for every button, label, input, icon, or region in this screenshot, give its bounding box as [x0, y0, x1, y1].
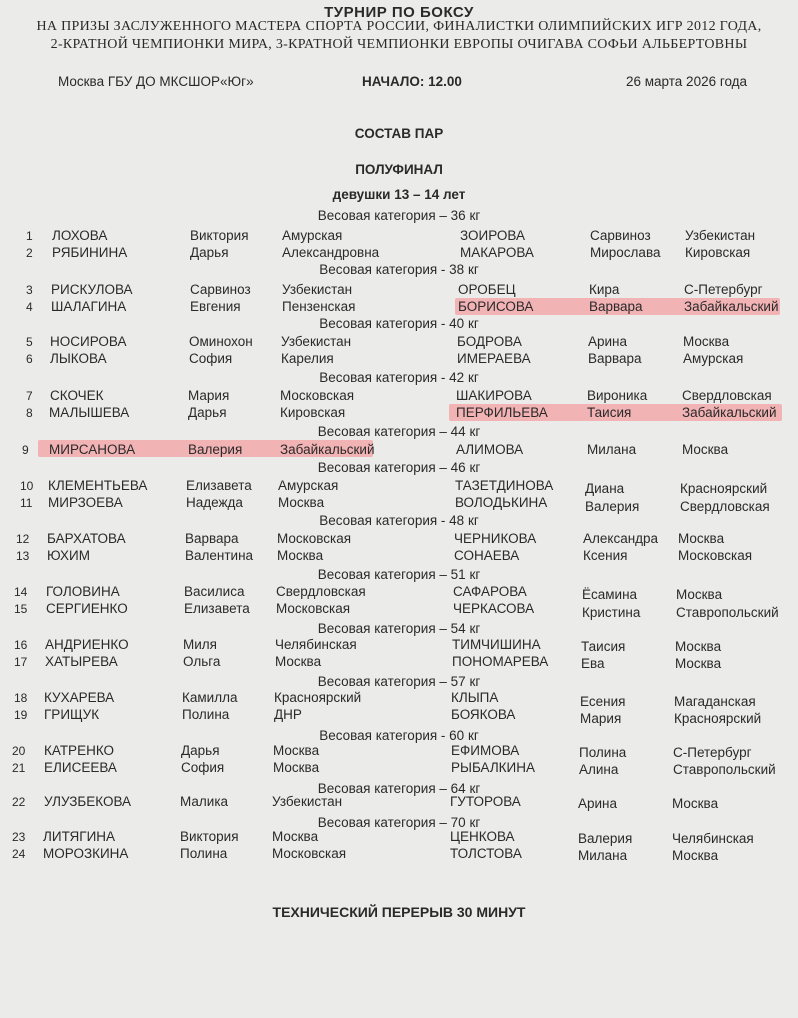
opponent-region: Магаданская — [674, 694, 756, 709]
pair-number: 23 — [12, 830, 26, 844]
pair-row — [0, 442, 798, 460]
age-group: девушки 13 – 14 лет — [332, 187, 466, 202]
pair-row — [0, 531, 798, 549]
boxer-first-name: Миля — [183, 637, 217, 652]
boxer-last-name: ГОЛОВИНА — [46, 584, 120, 599]
venue: Москва ГБУ ДО МКСШОР«Юг» — [58, 74, 254, 89]
boxer-last-name: ШАЛАГИНА — [51, 299, 127, 314]
opponent-region: Ставропольский — [673, 762, 776, 777]
boxer-last-name: КЛЕМЕНТЬЕВА — [48, 478, 148, 493]
boxer-first-name: Елизавета — [184, 601, 250, 616]
pair-row — [0, 228, 798, 246]
boxer-first-name: Ольга — [183, 654, 221, 669]
boxer-region: Кировская — [280, 405, 346, 420]
boxer-region: Карелия — [281, 351, 334, 366]
boxer-last-name: НОСИРОВА — [50, 334, 127, 349]
boxer-region: Москва — [272, 829, 319, 844]
boxer-region: Узбекистан — [272, 794, 343, 809]
opponent-last-name: ЧЕРКАСОВА — [453, 601, 535, 616]
opponent-first-name: Варвара — [589, 299, 643, 314]
opponent-region: Амурская — [683, 351, 744, 366]
boxer-first-name: София — [181, 760, 225, 775]
boxer-last-name: ГРИЩУК — [44, 707, 100, 722]
opponent-first-name: Ксения — [583, 548, 628, 563]
boxer-last-name: МИРСАНОВА — [49, 442, 136, 457]
opponent-region: Москва — [683, 334, 730, 349]
opponent-last-name: ТИМЧИШИНА — [452, 637, 541, 652]
opponent-first-name: Мария — [580, 711, 622, 726]
boxer-last-name: МИРЗОЕВА — [48, 495, 123, 510]
opponent-last-name: ГУТОРОВА — [450, 794, 521, 809]
weight-category: Весовая категория – 44 кг — [317, 424, 481, 439]
weight-category: Весовая категория - 40 кг — [319, 316, 479, 331]
pair-row — [0, 637, 798, 655]
boxer-region: Забайкальский — [280, 442, 375, 457]
boxer-last-name: ЛИТЯГИНА — [43, 829, 116, 844]
opponent-last-name: ОРОБЕЦ — [458, 282, 516, 297]
boxer-last-name: ЛЫКОВА — [50, 351, 107, 366]
pair-number: 5 — [26, 335, 33, 349]
pair-row — [0, 690, 798, 708]
pair-row — [0, 495, 798, 513]
pair-number: 20 — [12, 744, 26, 758]
boxer-region: Пензенская — [282, 299, 356, 314]
opponent-region: Московская — [678, 548, 753, 563]
boxer-first-name: Василиса — [184, 584, 245, 599]
pair-number: 24 — [12, 847, 26, 861]
opponent-first-name: Мирослава — [590, 245, 661, 260]
pair-number: 12 — [16, 532, 30, 546]
boxer-first-name: Полина — [180, 846, 228, 861]
opponent-region: Красноярский — [680, 481, 768, 496]
boxer-region: Московская — [280, 388, 355, 403]
opponent-region: Челябинская — [672, 831, 754, 846]
opponent-region: Москва — [675, 639, 722, 654]
weight-category: Весовая категория – 36 кг — [317, 208, 481, 223]
boxer-first-name: Дарья — [181, 743, 220, 758]
boxer-region: Московская — [277, 531, 352, 546]
pair-row — [0, 743, 798, 761]
pair-row — [0, 299, 798, 317]
opponent-first-name: Александра — [583, 531, 659, 546]
start-time: НАЧАЛО: 12.00 — [362, 74, 462, 89]
opponent-region: С-Петербург — [684, 282, 763, 297]
boxer-region: Амурская — [278, 478, 339, 493]
boxer-region: Москва — [277, 548, 324, 563]
subtitle-line-2: 2-КРАТНОЙ ЧЕМПИОНКИ МИРА, 3-КРАТНОЙ ЧЕМПИОНКИ ЕВРОПЫ ОЧИГАВА СОФЬИ АЛЬБЕРТОВНЫ — [50, 37, 748, 52]
boxer-region: ДНР — [274, 707, 302, 722]
boxer-last-name: ЮХИМ — [47, 548, 90, 563]
weight-category: Весовая категория - 42 кг — [319, 370, 479, 385]
boxer-region: Александровна — [282, 245, 380, 260]
opponent-region: Москва — [678, 531, 725, 546]
pair-row — [0, 548, 798, 566]
opponent-first-name: Варвара — [588, 351, 642, 366]
boxer-region: Узбекистан — [282, 282, 353, 297]
weight-category: Весовая категория – 64 кг — [317, 781, 481, 796]
boxer-region: Москва — [273, 760, 320, 775]
pair-row — [0, 245, 798, 263]
opponent-first-name: Таисия — [587, 405, 632, 420]
opponent-last-name: ЦЕНКОВА — [450, 829, 515, 844]
opponent-first-name: Кристина — [582, 605, 641, 620]
boxer-first-name: Валерия — [188, 442, 243, 457]
pair-row — [0, 282, 798, 300]
pair-number: 14 — [14, 585, 28, 599]
opponent-first-name: Алина — [579, 762, 619, 777]
opponent-last-name: ВОЛОДЬКИНА — [455, 495, 548, 510]
opponent-last-name: ШАКИРОВА — [456, 388, 532, 403]
boxer-last-name: ЛОХОВА — [52, 228, 108, 243]
boxer-first-name: Надежда — [186, 495, 243, 510]
opponent-region: Москва — [675, 656, 722, 671]
opponent-region: Москва — [682, 442, 729, 457]
opponent-last-name: АЛИМОВА — [456, 442, 524, 457]
pair-row — [0, 654, 798, 672]
weight-category: Весовая категория – 54 кг — [317, 621, 481, 636]
opponent-last-name: КЛЫПА — [451, 690, 499, 705]
opponent-region: Забайкальский — [682, 405, 777, 420]
boxer-first-name: Полина — [182, 707, 230, 722]
boxer-last-name: РЯБИНИНА — [52, 245, 128, 260]
pair-number: 22 — [12, 795, 26, 809]
boxer-first-name: Евгения — [190, 299, 241, 314]
opponent-last-name: СОНАЕВА — [454, 548, 520, 563]
pair-row — [0, 478, 798, 496]
boxer-first-name: Сарвиноз — [190, 282, 251, 297]
boxer-first-name: Елизавета — [186, 478, 252, 493]
boxer-last-name: РИСКУЛОВА — [51, 282, 133, 297]
boxer-first-name: Дарья — [188, 405, 227, 420]
opponent-last-name: БОРИСОВА — [458, 299, 534, 314]
pair-row — [0, 707, 798, 725]
boxer-region: Москва — [275, 654, 322, 669]
opponent-region: Москва — [676, 587, 723, 602]
opponent-first-name: Диана — [585, 481, 625, 496]
opponent-region: Москва — [672, 848, 719, 863]
opponent-last-name: МАКАРОВА — [460, 245, 534, 260]
boxer-region: Москва — [278, 495, 325, 510]
opponent-first-name: Валерия — [585, 499, 640, 514]
pair-number: 2 — [26, 246, 33, 260]
opponent-region: Москва — [672, 796, 719, 811]
boxer-first-name: София — [189, 351, 233, 366]
pair-number: 10 — [20, 479, 34, 493]
pair-row — [0, 829, 798, 847]
round-title: ПОЛУФИНАЛ — [355, 162, 443, 177]
boxer-region: Московская — [276, 601, 351, 616]
opponent-region: Красноярский — [674, 711, 762, 726]
pair-number: 17 — [14, 655, 28, 669]
pair-number: 16 — [14, 638, 28, 652]
pairs-title: СОСТАВ ПАР — [354, 126, 444, 141]
boxer-first-name: Дарья — [190, 245, 229, 260]
pair-row — [0, 351, 798, 369]
opponent-first-name: Вироника — [587, 388, 648, 403]
pair-number: 8 — [26, 406, 33, 420]
opponent-last-name: ИМЕРАЕВА — [457, 351, 531, 366]
opponent-last-name: ПЕРФИЛЬЕВА — [456, 405, 548, 420]
opponent-last-name: ЗОИРОВА — [460, 228, 525, 243]
boxer-region: Красноярский — [274, 690, 362, 705]
boxer-last-name: ХАТЫРЕВА — [45, 654, 118, 669]
boxer-first-name: Виктория — [190, 228, 249, 243]
opponent-first-name: Таисия — [581, 639, 626, 654]
opponent-first-name: Полина — [579, 745, 627, 760]
opponent-first-name: Ева — [581, 656, 605, 671]
boxer-region: Московская — [272, 846, 347, 861]
opponent-first-name: Кира — [589, 282, 620, 297]
opponent-first-name: Сарвиноз — [590, 228, 651, 243]
pair-number: 18 — [14, 691, 28, 705]
pair-number: 6 — [26, 352, 33, 366]
pair-row — [0, 405, 798, 423]
pair-row — [0, 601, 798, 619]
boxer-last-name: УЛУЗБЕКОВА — [44, 794, 132, 809]
boxer-last-name: БАРХАТОВА — [47, 531, 126, 546]
boxer-last-name: МАЛЫШЕВА — [49, 405, 130, 420]
boxer-region: Свердловская — [276, 584, 366, 599]
boxer-first-name: Виктория — [180, 829, 239, 844]
opponent-region: Забайкальский — [684, 299, 779, 314]
pair-number: 3 — [26, 283, 33, 297]
boxer-first-name: Камилла — [182, 690, 238, 705]
weight-category: Весовая категория – 70 кг — [317, 815, 481, 830]
opponent-first-name: Милана — [587, 442, 637, 457]
boxer-last-name: КАТРЕНКО — [44, 743, 115, 758]
opponent-region: Свердловская — [682, 388, 772, 403]
opponent-first-name: Ёсамина — [582, 587, 638, 602]
pair-number: 1 — [26, 229, 33, 243]
opponent-region: Свердловская — [680, 499, 770, 514]
boxer-region: Узбекистан — [281, 334, 352, 349]
boxer-region: Амурская — [282, 228, 343, 243]
pair-number: 15 — [14, 602, 28, 616]
opponent-region: Узбекистан — [685, 228, 756, 243]
opponent-region: Ставропольский — [676, 605, 779, 620]
opponent-last-name: ЧЕРНИКОВА — [454, 531, 537, 546]
opponent-first-name: Милана — [578, 848, 628, 863]
opponent-last-name: САФАРОВА — [453, 584, 527, 599]
pair-number: 9 — [22, 443, 29, 457]
opponent-region: С-Петербург — [673, 745, 752, 760]
opponent-first-name: Арина — [588, 334, 628, 349]
opponent-last-name: ТОЛСТОВА — [450, 846, 522, 861]
boxer-first-name: Валентина — [185, 548, 254, 563]
opponent-last-name: ПОНОМАРЕВА — [452, 654, 549, 669]
opponent-last-name: БОДРОВА — [457, 334, 522, 349]
boxer-first-name: Варвара — [185, 531, 239, 546]
weight-category: Весовая категория – 57 кг — [317, 674, 481, 689]
pair-number: 13 — [16, 549, 30, 563]
pair-row — [0, 334, 798, 352]
pair-number: 4 — [26, 300, 33, 314]
opponent-last-name: ЕФИМОВА — [451, 743, 520, 758]
opponent-first-name: Есения — [580, 694, 626, 709]
pair-number: 19 — [14, 708, 28, 722]
boxer-region: Москва — [273, 743, 320, 758]
weight-category: Весовая категория – 51 кг — [317, 567, 481, 582]
boxer-last-name: КУХАРЕВА — [44, 690, 115, 705]
boxer-first-name: Малика — [180, 794, 229, 809]
weight-category: Весовая категория – 46 кг — [317, 460, 481, 475]
boxer-last-name: СКОЧЕК — [50, 388, 104, 403]
weight-category: Весовая категория - 60 кг — [319, 728, 479, 743]
pair-number: 7 — [26, 389, 33, 403]
pair-row — [0, 388, 798, 406]
pair-number: 11 — [20, 496, 33, 510]
boxer-last-name: АНДРИЕНКО — [45, 637, 129, 652]
pair-row — [0, 846, 798, 864]
pair-number: 21 — [12, 761, 26, 775]
boxer-region: Челябинская — [275, 637, 357, 652]
boxer-first-name: Оминохон — [189, 334, 253, 349]
boxer-last-name: СЕРГИЕНКО — [46, 601, 128, 616]
boxer-first-name: Мария — [188, 388, 230, 403]
opponent-last-name: БОЯКОВА — [451, 707, 516, 722]
opponent-first-name: Валерия — [578, 831, 633, 846]
pair-row — [0, 584, 798, 602]
subtitle-line-1: НА ПРИЗЫ ЗАСЛУЖЕННОГО МАСТЕРА СПОРТА РОССИИ, ФИНАЛИСТКИ ОЛИМПИЙСКИХ ИГР 2012 ГОДА, — [36, 19, 762, 34]
boxer-last-name: ЕЛИСЕЕВА — [44, 760, 117, 775]
opponent-region: Кировская — [685, 245, 751, 260]
weight-category: Весовая категория - 38 кг — [319, 262, 479, 277]
technical-break: ТЕХНИЧЕСКИЙ ПЕРЕРЫВ 30 МИНУТ — [272, 904, 526, 920]
pair-row — [0, 760, 798, 778]
pair-row — [0, 794, 798, 812]
opponent-last-name: РЫБАЛКИНА — [451, 760, 535, 775]
boxer-last-name: МОРОЗКИНА — [43, 846, 129, 861]
tournament-title: ТУРНИР ПО БОКСУ — [324, 4, 474, 21]
event-date: 26 марта 2026 года — [626, 74, 748, 89]
weight-category: Весовая категория - 48 кг — [319, 513, 479, 528]
opponent-last-name: ТАЗЕТДИНОВА — [455, 478, 554, 493]
opponent-first-name: Арина — [578, 796, 618, 811]
